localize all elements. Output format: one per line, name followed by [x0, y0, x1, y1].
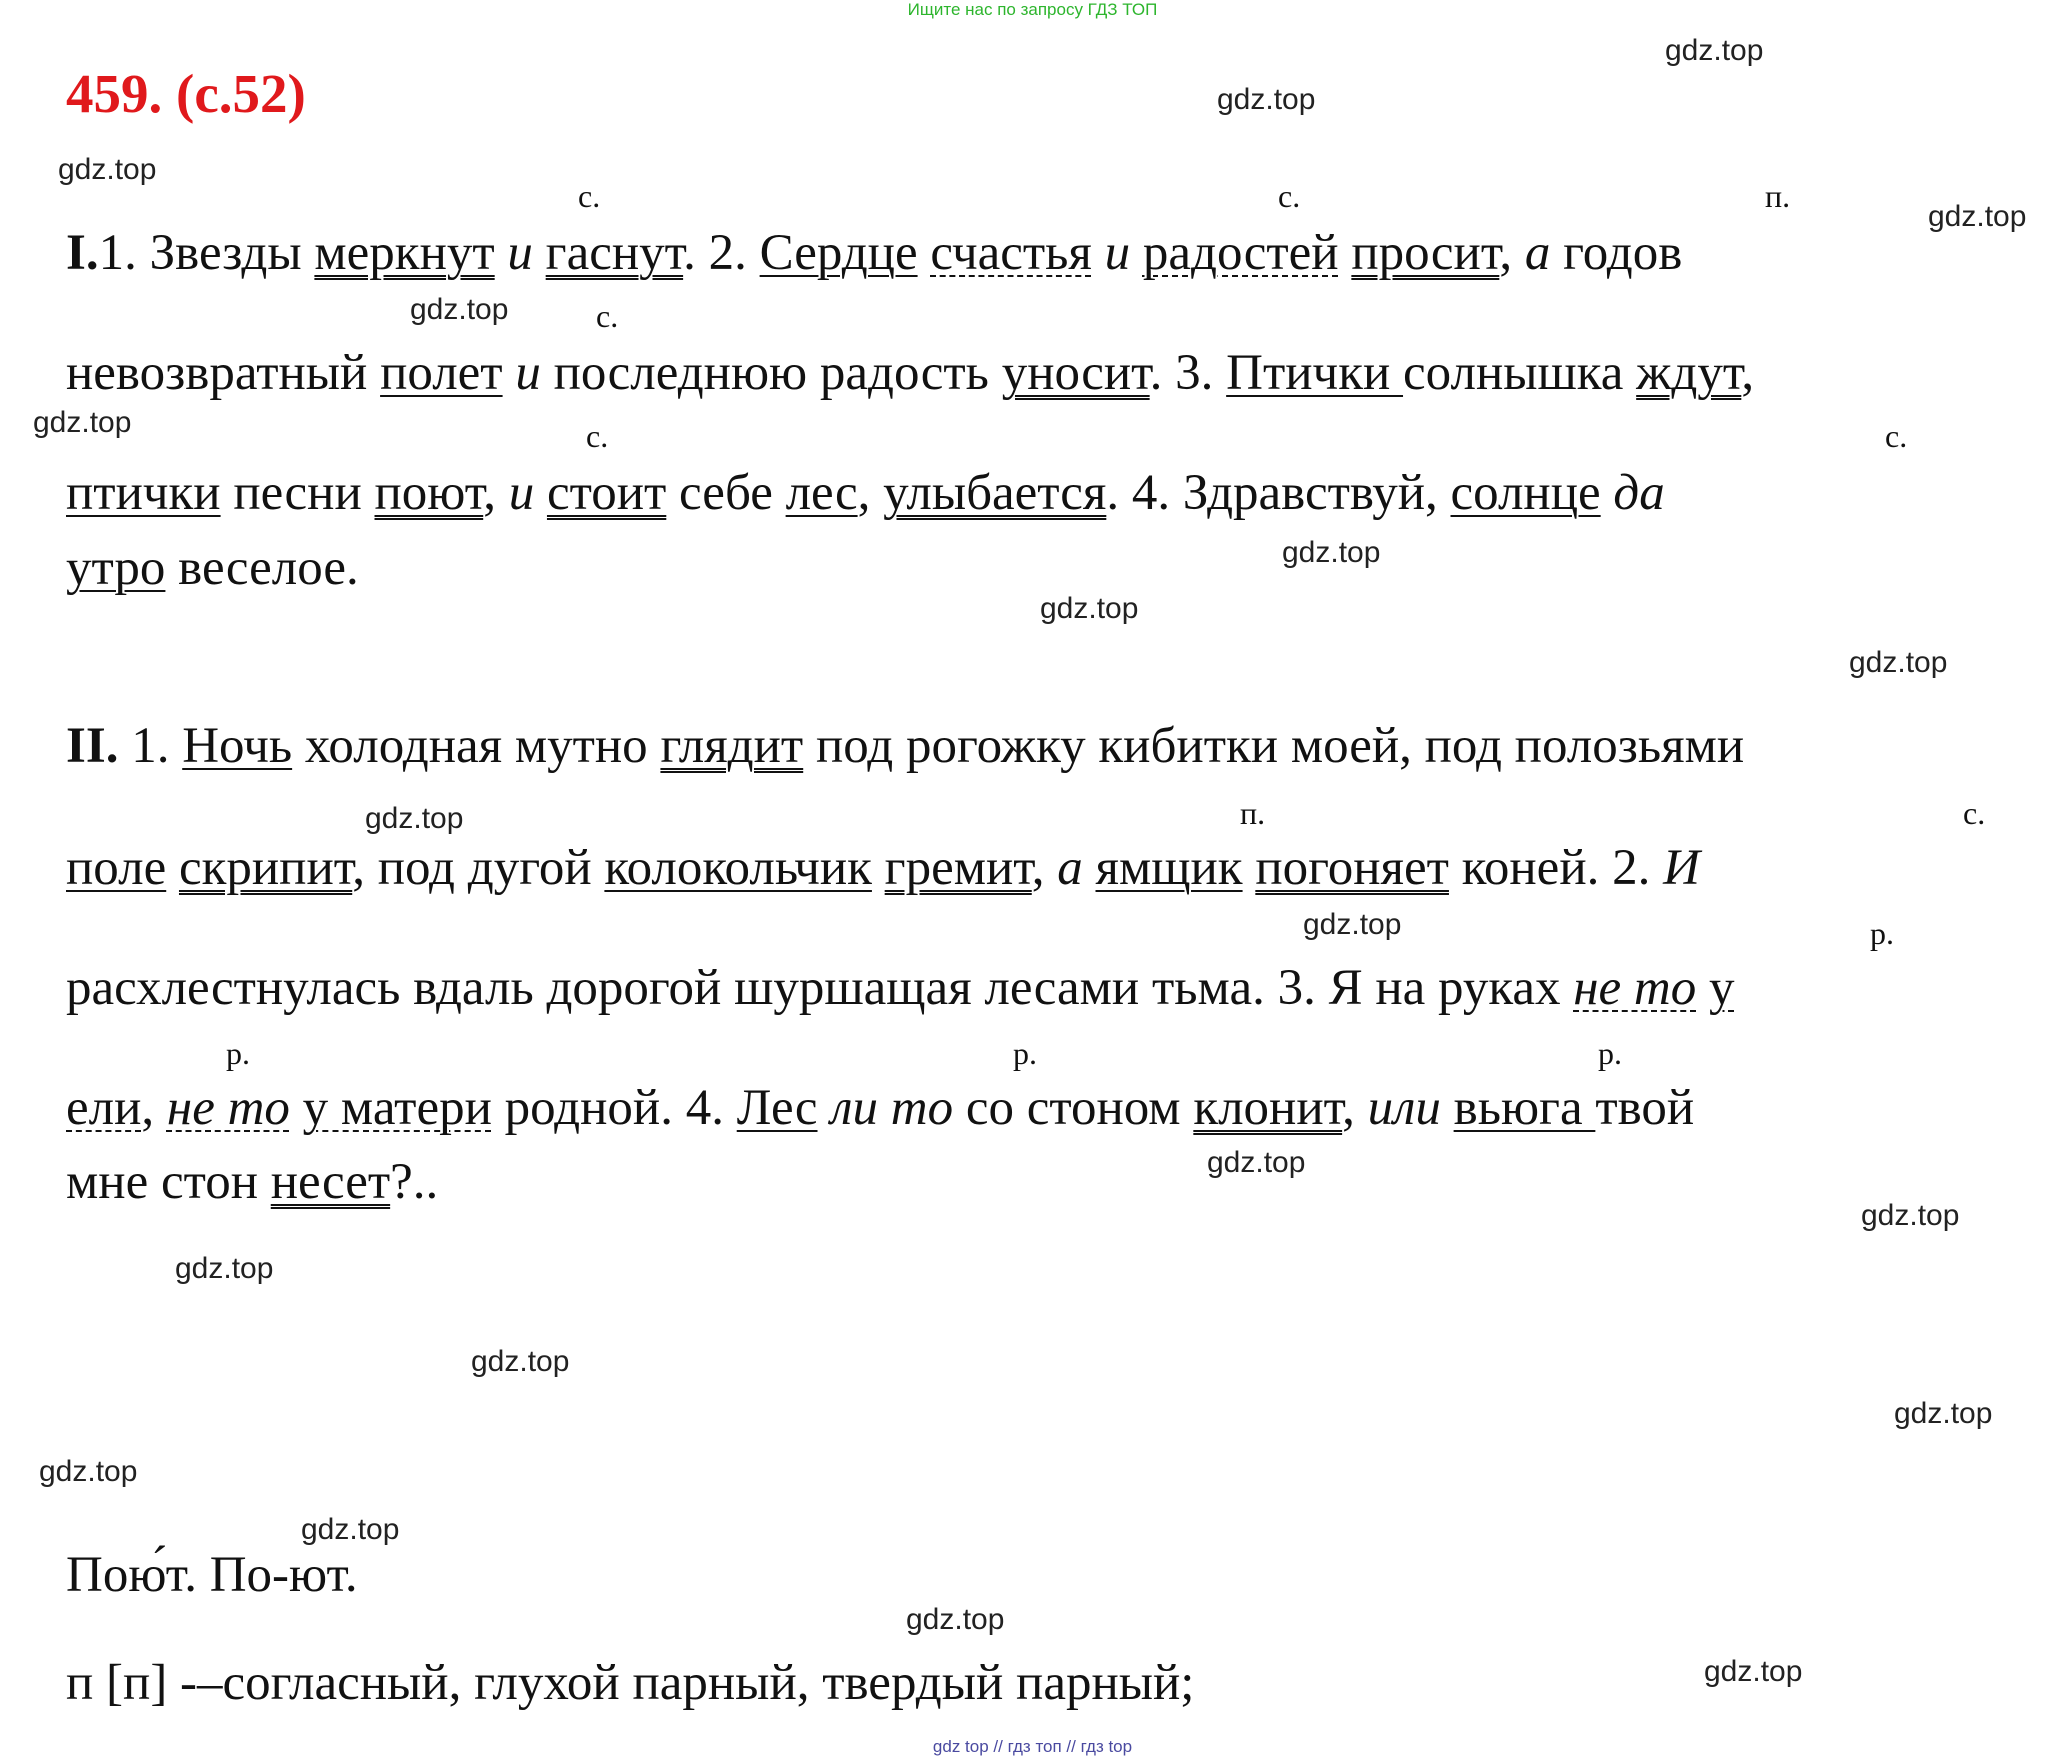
mark-adverbial: р.	[1598, 1035, 1622, 1071]
text-line: невозвратный полет и последнюю радость уносит. 3. Птички солнышка ждут,	[66, 345, 1755, 401]
predicate: уносит	[1001, 345, 1150, 401]
subject: лес	[785, 465, 858, 521]
watermark: gdz.top	[33, 406, 132, 439]
subject: птички	[66, 465, 221, 521]
conjunction: а	[1057, 840, 1083, 896]
phonetic-line: Пою́т. По-ют.	[66, 1547, 358, 1603]
predicate: стоит	[546, 465, 667, 521]
section-label: I.	[66, 225, 99, 281]
watermark: gdz.top	[1894, 1397, 1993, 1430]
predicate: глядит	[660, 718, 804, 774]
adverbial: у матери	[302, 1080, 492, 1136]
conjunction: а	[1524, 225, 1551, 281]
watermark: gdz.top	[1207, 1146, 1306, 1179]
text-line: ели, не то у матери родной. 4. Лес ли то со стоном клонит, или вьюга твой	[66, 1080, 1695, 1136]
watermark: gdz.top	[39, 1455, 138, 1488]
watermark: gdz.top	[410, 293, 509, 326]
text-line: птички песни поют, и стоит себе лес, улыбается. 4. Здравствуй, солнце да	[66, 465, 1665, 521]
footer-watermark: gdz top // гдз топ // гдз top	[932, 1737, 1133, 1756]
conjunction: и	[508, 465, 535, 521]
phonetic-analysis-line: п [п] -–согласный, глухой парный, твердый парный;	[66, 1655, 1195, 1711]
subject: поле	[66, 840, 167, 896]
subject: солнце	[1450, 465, 1601, 521]
text-line: расхлестнулась вдаль дорогой шуршащая лесами тьма. 3. Я на руках не то у	[66, 960, 1735, 1016]
conjunction: И	[1663, 840, 1700, 896]
watermark: gdz.top	[365, 802, 464, 835]
search-hint: Ищите нас по запросу ГДЗ ТОП	[907, 0, 1158, 19]
mark-complement: с.	[1885, 418, 1908, 454]
mark-adverbial: р.	[226, 1035, 250, 1071]
text-line: утро веселое.	[66, 540, 359, 596]
adverbial: ели	[66, 1080, 142, 1136]
watermark: gdz.top	[1217, 83, 1316, 116]
predicate: ждут	[1636, 345, 1742, 401]
predicate: гаснут	[545, 225, 684, 281]
conjunction: и	[1104, 225, 1131, 281]
mark-attribute: п.	[1765, 178, 1791, 214]
watermark: gdz.top	[1282, 536, 1381, 569]
watermark: gdz.top	[1040, 592, 1139, 625]
subject: полет	[380, 345, 503, 401]
text-line: мне стон несет?..	[66, 1154, 439, 1210]
complement: счастья	[930, 225, 1092, 281]
subject: Ночь	[182, 718, 293, 774]
subject: Птички	[1226, 345, 1404, 401]
conjunction: да	[1613, 465, 1665, 521]
complement: радостей	[1142, 225, 1339, 281]
predicate: меркнут	[314, 225, 495, 281]
mark-adverbial: р.	[1013, 1035, 1037, 1071]
text-line: II. 1. Ночь холодная мутно глядит под рогожку кибитки моей, под полозьями	[66, 718, 1745, 774]
watermark: gdz.top	[1928, 200, 2027, 233]
predicate: клонит	[1193, 1080, 1343, 1136]
conjunction: ли то	[830, 1080, 954, 1136]
mark-complement: с.	[586, 418, 609, 454]
adverbial: у	[1709, 960, 1735, 1016]
text-line: I.1. Звезды меркнут и гаснут. 2. Сердце счастья и радостей просит, а годов	[66, 225, 1683, 281]
conjunction: и	[507, 225, 533, 281]
predicate: погоняет	[1255, 840, 1449, 896]
conjunction: или	[1367, 1080, 1441, 1136]
watermark: gdz.top	[1303, 908, 1402, 941]
predicate: скрипит	[178, 840, 353, 896]
conjunction: не то	[166, 1080, 290, 1136]
mark-complement: с.	[1278, 178, 1301, 214]
watermark: gdz.top	[301, 1513, 400, 1546]
conjunction: не то	[1573, 960, 1697, 1016]
watermark: gdz.top	[471, 1345, 570, 1378]
watermark: gdz.top	[58, 153, 157, 186]
mark-attribute: п.	[1240, 795, 1266, 831]
watermark: gdz.top	[175, 1252, 274, 1285]
predicate: несет	[270, 1154, 391, 1210]
predicate: просит	[1351, 225, 1500, 281]
section-label: II.	[66, 718, 119, 774]
mark-complement: с.	[596, 298, 619, 334]
task-title: 459. (с.52)	[66, 63, 306, 124]
subject: Лес	[736, 1080, 818, 1136]
predicate: поют	[374, 465, 484, 521]
mark-complement: с.	[1963, 795, 1986, 831]
subject: утро	[66, 540, 166, 596]
subject: колокольчик	[604, 840, 872, 896]
text-line: поле скрипит, под дугой колокольчик гремит, а ямщик погоняет коней. 2. И	[66, 840, 1700, 896]
watermark: gdz.top	[1861, 1199, 1960, 1232]
conjunction: и	[515, 345, 541, 401]
subject: вьюга	[1453, 1080, 1596, 1136]
mark-complement: с.	[578, 178, 601, 214]
watermark: gdz.top	[1704, 1655, 1803, 1688]
mark-adverbial: р.	[1870, 915, 1894, 951]
watermark: gdz.top	[906, 1603, 1005, 1636]
subject: Сердце	[759, 225, 918, 281]
predicate: улыбается	[883, 465, 1107, 521]
watermark: gdz.top	[1665, 34, 1764, 67]
subject: ямщик	[1095, 840, 1243, 896]
watermark: gdz.top	[1849, 646, 1948, 679]
predicate: гремит	[884, 840, 1032, 896]
